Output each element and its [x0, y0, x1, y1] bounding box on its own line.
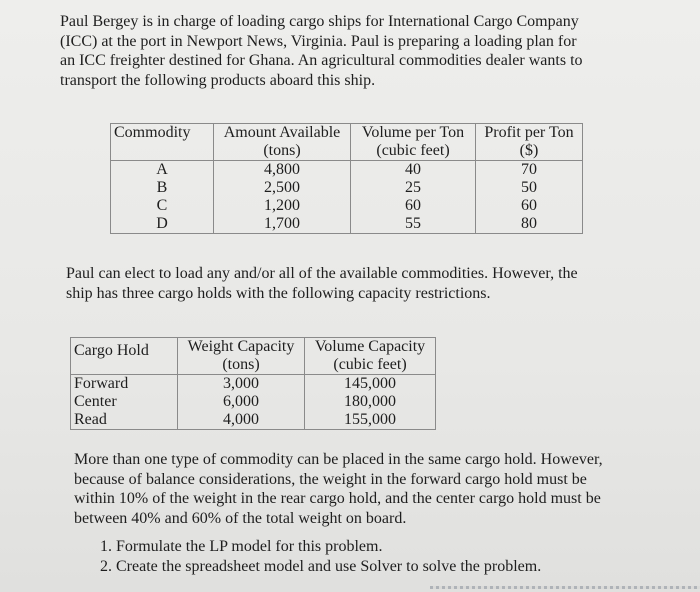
hold-cell: Center [74, 393, 117, 410]
commodity-column [111, 161, 214, 234]
volume-capacity-cell: 155,000 [344, 411, 396, 428]
commodity-cell: A [156, 161, 168, 178]
profit-cell: 70 [521, 161, 537, 178]
profit-cell: 50 [521, 179, 537, 196]
amount-cell: 1,700 [264, 215, 300, 232]
constraints-line: within 10% of the weight in the rear cargo hold, and the center cargo hold must be [74, 490, 601, 507]
weight-cell: 4,000 [223, 411, 259, 428]
cargo-hold-body-row [71, 375, 436, 430]
commodity-table-header-row [111, 124, 583, 161]
header-volume-capacity: Volume Capacity (cubic feet) [305, 338, 436, 375]
constraints-line: More than one type of commodity can be placed in the same cargo hold. However, [74, 451, 603, 468]
intro-line: transport the following products aboard this ship. [60, 71, 376, 89]
constraints-paragraph [74, 450, 674, 528]
weight-cell: 6,000 [223, 393, 259, 410]
commodity-table-body-row [111, 161, 583, 234]
profit-column [476, 161, 583, 234]
middle-line: ship has three cargo holds with the following capacity restrictions. [66, 284, 491, 302]
photo-edge-artifact [430, 586, 700, 589]
volume-cell: 60 [405, 197, 421, 214]
volume-capacity-column [305, 375, 436, 430]
amount-cell: 2,500 [264, 179, 300, 196]
header-weight-capacity: Weight Capacity (tons) [178, 338, 305, 375]
profit-cell: 80 [521, 215, 537, 232]
volume-cell: 55 [405, 215, 421, 232]
header-commodity: Commodity [111, 124, 214, 161]
volume-column [351, 161, 476, 234]
cargo-hold-table [70, 337, 436, 430]
constraints-line: between 40% and 60% of the total weight on board. [74, 509, 407, 527]
commodity-table [110, 123, 583, 234]
volume-capacity-cell: 145,000 [344, 375, 396, 392]
question-list [100, 537, 541, 576]
commodity-cell: D [156, 215, 168, 232]
constraints-line: because of balance considerations, the weight in the forward cargo hold must be [74, 470, 587, 488]
intro-line: Paul Bergey is in charge of loading cargo ships for International Cargo Company [60, 13, 579, 30]
middle-paragraph [66, 264, 666, 303]
question-item: 1. Formulate the LP model for this problem. [100, 538, 383, 555]
intro-line: an ICC freighter destined for Ghana. An agricultural commodities dealer wants to [60, 52, 583, 69]
amount-column [214, 161, 351, 234]
amount-cell: 1,200 [264, 197, 300, 214]
cargo-hold-header-row [71, 338, 436, 375]
header-volume-per-ton: Volume per Ton (cubic feet) [351, 124, 476, 161]
middle-line: Paul can elect to load any and/or all of the available commodities. However, the [66, 265, 578, 282]
weight-cell: 3,000 [223, 375, 259, 392]
weight-column [178, 375, 305, 430]
hold-cell: Read [74, 411, 107, 428]
question-item: 2. Create the spreadsheet model and use Solver to solve the problem. [100, 557, 542, 575]
amount-cell: 4,800 [264, 161, 300, 178]
header-cargo-hold: Cargo Hold [71, 338, 178, 375]
hold-cell: Forward [74, 375, 129, 392]
intro-line: (ICC) at the port in Newport News, Virginia. Paul is preparing a loading plan for [60, 32, 577, 50]
commodity-cell: C [156, 197, 168, 214]
header-amount-available: Amount Available (tons) [214, 124, 351, 161]
volume-cell: 40 [405, 161, 421, 178]
commodity-cell: B [156, 179, 168, 196]
volume-capacity-cell: 180,000 [344, 393, 396, 410]
hold-column [71, 375, 178, 430]
volume-cell: 25 [405, 179, 421, 196]
profit-cell: 60 [521, 197, 537, 214]
header-profit-per-ton: Profit per Ton ($) [476, 124, 583, 161]
intro-paragraph [60, 12, 680, 90]
